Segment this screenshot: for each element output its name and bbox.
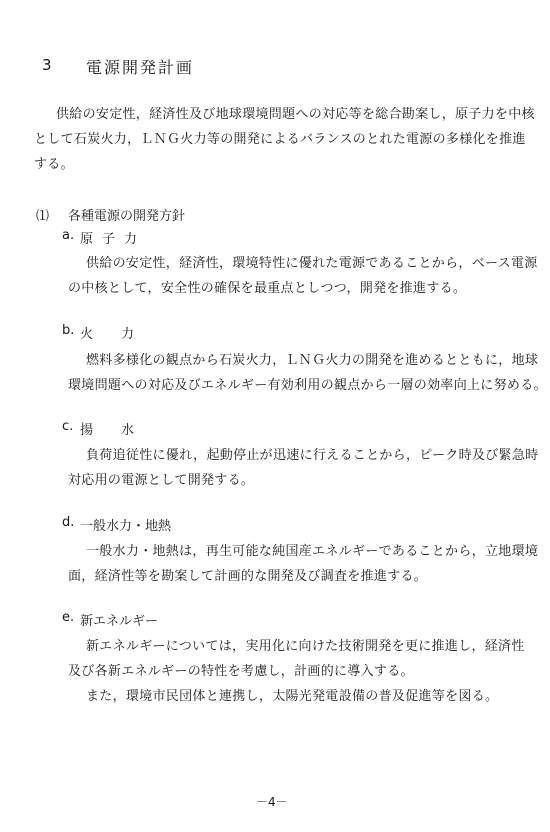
intro-line-1: 供給の安定性，経済性及び地球環境問題への対応等を総合勘案し，原子力を中核 [56, 107, 535, 122]
item-a-marker: a. [62, 228, 75, 243]
subsection-title: 各種電源の開発方針 [68, 209, 186, 224]
item-d-marker: d. [62, 515, 75, 530]
item-c-line-2: 対応用の電源として開発する。 [68, 473, 255, 488]
item-b-line-1: 燃料多様化の観点から石炭火力，ＬＮＧ火力の開発を進めるとともに，地球 [86, 353, 539, 368]
item-e-heading: 新エネルギー [80, 614, 159, 629]
item-c-marker: c. [62, 419, 74, 434]
intro-line-3: する。 [34, 157, 74, 172]
item-c-heading: 揚水 [80, 423, 163, 438]
subsection-number: ⑴ [36, 209, 50, 224]
item-e-line-1: 新エネルギーについては，実用化に向けた技術開発を更に推進し，経済性 [86, 639, 525, 654]
item-e-line-3: また，環境市民団体と連携し，太陽光発電設備の普及促進等を図る。 [86, 689, 499, 704]
item-a-line-1: 供給の安定性，経済性，環境特性に優れた電源であることから，ベース電源 [86, 256, 538, 271]
item-a-heading: 原子力 [80, 232, 147, 247]
item-e-line-2: 及び各新エネルギーの特性を考慮し，計画的に導入する。 [68, 664, 414, 679]
item-d-line-2: 面，経済性等を勘案して計画的な開発及び調査を推進する。 [68, 569, 428, 584]
item-e-marker: e. [62, 610, 75, 625]
item-b-marker: b. [62, 323, 75, 338]
item-d-line-1: 一般水力・地熱は，再生可能な純国産エネルギーであることから，立地環境 [86, 544, 539, 559]
item-c-line-1: 負荷追従性に優れ，起動停止が迅速に行えることから，ピーク時及び緊急時 [86, 448, 539, 463]
item-b-heading: 火力 [80, 327, 163, 342]
item-d-heading: 一般水力・地熱 [80, 519, 172, 534]
intro-line-2: として石炭火力，ＬＮＧ火力等の開発によるバランスのとれた電源の多様化を推進 [34, 132, 526, 147]
section-title: 電源開発計画 [86, 58, 195, 77]
page-number: －4－ [256, 795, 288, 809]
item-a-line-2: の中核として，安全性の確保を最重点としつつ，開発を推進する。 [68, 281, 467, 296]
item-b-line-2: 環境問題への対応及びエネルギー有効利用の観点から一層の効率向上に努める。 [68, 378, 547, 393]
section-number: 3 [42, 56, 52, 74]
